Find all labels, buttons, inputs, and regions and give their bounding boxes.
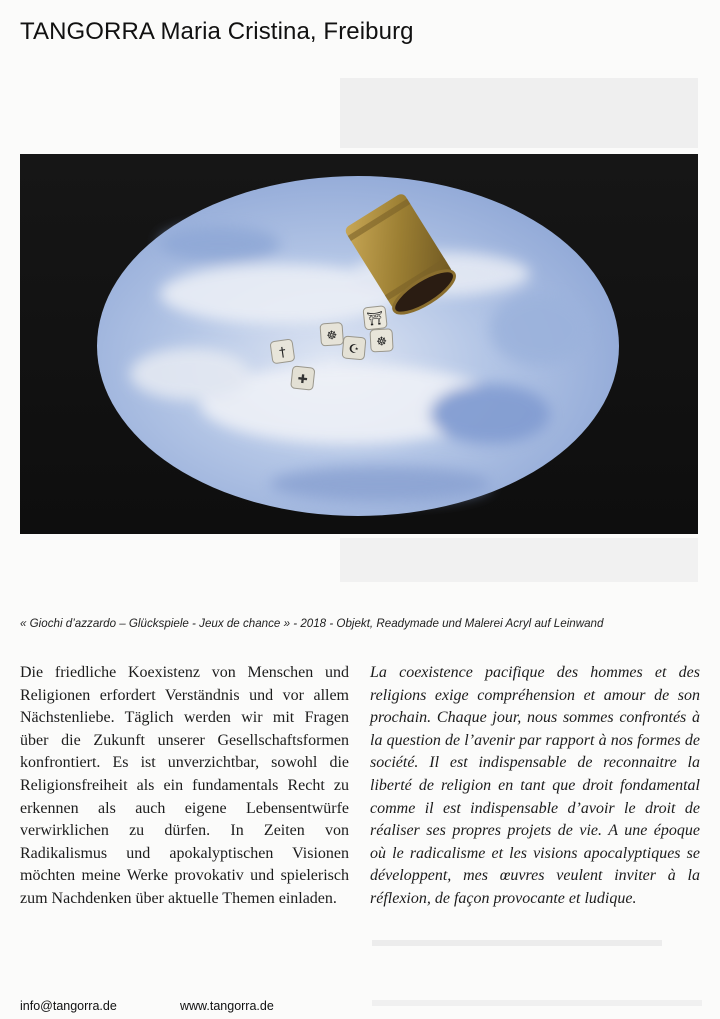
- artwork-illustration: [20, 154, 698, 534]
- svg-text:☸: ☸: [375, 334, 388, 349]
- svg-text:⛩: ⛩: [366, 310, 385, 328]
- footer-email[interactable]: info@tangorra.de: [20, 999, 117, 1013]
- page-title: TANGORRA Maria Cristina, Freiburg: [20, 18, 414, 45]
- french-text: La coexistence pacifique des hommes et des religions exige compréhension et amour de son prochain. Chaque jour, nous sommes confrontés à la question de l’avenir par rapport à nos formes de société. Il est indispensable de reconnaitre la liberté de religion en tant que droit fondamental comme il est indispensable d’avoir le droit de réaliser ses propres projets de vie. A une époque où le radicalisme et les visions apocalyptiques se développent, mes œuvres veulent inviter à la réflexion, de façon provocante et ludique.: [370, 664, 700, 907]
- artwork-photo: [20, 154, 698, 534]
- footer-website[interactable]: www.tangorra.de: [180, 999, 274, 1013]
- artwork-caption: « Giochi d’azzardo – Glückspiele - Jeux de chance » - 2018 - Objekt, Readymade und Malerei Acryl auf Leinwand: [20, 617, 604, 630]
- show-through-line: [372, 940, 662, 946]
- show-through-block-top: [340, 78, 698, 148]
- svg-text:☸: ☸: [325, 327, 338, 343]
- show-through-line: [372, 1000, 702, 1006]
- svg-text:✚: ✚: [296, 371, 309, 387]
- svg-text:†: †: [278, 344, 287, 361]
- show-through-block-bottom: [340, 538, 698, 582]
- svg-text:☪: ☪: [347, 341, 360, 357]
- german-text: Die friedliche Koexistenz von Menschen und Religionen erfordert Verständnis und vor allem Nächstenliebe. Täglich werden wir mit Fragen über die Zukunft unserer Gesellschaftsformen konfrontiert. Es ist unverzichtbar, sowohl die Religionsfreiheit als ein fundamentals Recht zu erkennen als auch eigene Lebensentwürfe verwirklichen zu dürfen. In Zeiten von Radikalismus und apokalyptischen Visionen möchten meine Werke provokativ und spielerisch zum Nachdenken über aktuelle Themen einladen.: [20, 664, 349, 907]
